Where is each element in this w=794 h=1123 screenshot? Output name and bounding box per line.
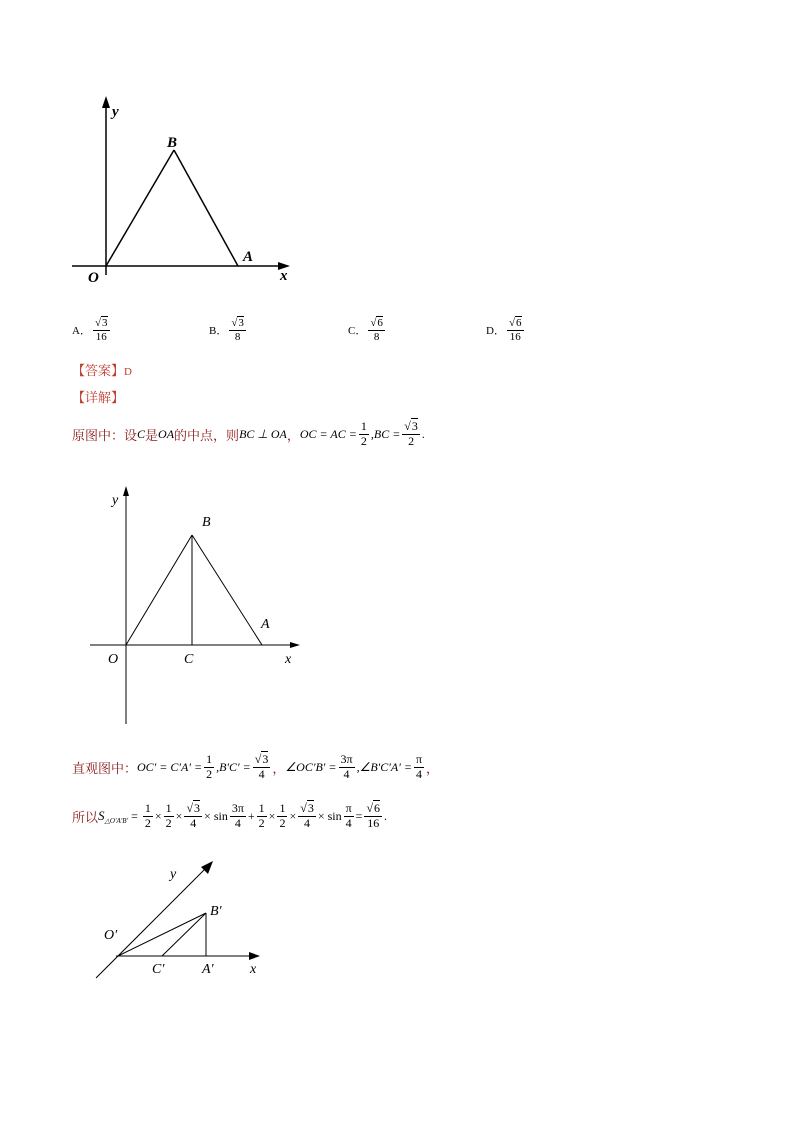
line3-times4: × [289,808,297,823]
y-axis-arrow [201,861,213,874]
line3-frac-a4: $\frac{3\pi}{4}$ [231,801,244,830]
answer-tag: 【答案】 [72,364,125,379]
line3-frac-a1: $\frac{1}{2}$ [144,801,151,830]
label-o: O [88,270,99,286]
line3-frac-a3: $\frac{√3}{4}$ [186,801,201,830]
figure-intuitive-view [90,855,280,985]
line3-prefix: 所以 [72,810,99,826]
segment-ob [106,150,174,266]
choice-d-label: D． [486,325,505,337]
x-axis-arrow [249,952,260,960]
label-c: C [184,652,194,667]
line3-frac-b1: $\frac{1}{2}$ [258,801,265,830]
segment-cb [162,913,206,956]
choice-c[interactable] [348,312,387,348]
choice-a-value: $\frac{√3}{16}$ [94,317,108,343]
label-a: A [261,617,270,632]
choice-b[interactable] [209,312,248,348]
segment-ba [174,150,238,266]
line2-prefix: 直观图中： [72,761,138,777]
line1-end: . [421,426,425,441]
label-b: B [202,515,211,530]
choice-c-value: $\frac{√6}{8}$ [370,317,383,343]
line3-sin2: × sin [317,808,342,823]
label-b: B [167,135,178,151]
line2-eq3: ∠OC′B′ = [285,759,337,774]
line1-eq2: ,BC = [370,426,401,441]
line3-sub: △O′A′B′ [104,817,129,825]
label-y: y [112,493,119,508]
line2-eq1: OC′ = C′A′ = [137,759,203,774]
solution-line-1 [72,416,425,452]
line3-plus: + [247,808,255,823]
x-axis-arrow [290,642,300,648]
label-b: B′ [210,904,222,919]
line1-comma: ， [286,428,300,444]
choice-a[interactable] [72,312,112,348]
y-axis-arrow [123,486,129,496]
choice-d[interactable] [486,312,526,348]
line3-frac-b2: $\frac{1}{2}$ [279,801,286,830]
line2-frac1: $\frac{1}{2}$ [206,752,213,781]
line2-eq2: ,B′C′ = [216,759,251,774]
line3-frac-result: $\frac{√6}{16}$ [366,801,381,830]
line1-perp: BC ⊥ OA [239,426,287,441]
line3-times1: × [154,808,162,823]
line1-is: 是 [145,428,159,444]
label-x: x [250,962,257,977]
label-y: y [112,104,119,120]
line2-frac2: $\frac{√3}{4}$ [254,752,269,781]
label-a: A′ [202,962,214,977]
solution-line-3 [72,798,387,834]
choice-b-value: $\frac{√3}{8}$ [231,317,244,343]
solution-line-2 [72,749,439,785]
label-o: O′ [104,928,118,943]
line2-frac3: $\frac{3\pi}{4}$ [340,752,353,781]
line1-oa: OA [158,426,175,441]
line3-frac-b4: $\frac{\pi}{4}$ [345,801,352,830]
line3-eq2: = [355,808,363,823]
line2-eq4: ,∠B′C′A′ = [356,759,412,774]
line3-times2: × [175,808,183,823]
detail-tag: 【详解】 [72,391,125,406]
line1-prefix: 原图中：设 [72,428,138,444]
label-a: A [243,249,254,265]
line1-mid: 的中点，则 [174,428,240,444]
label-c: C′ [152,962,165,977]
figure-original-with-c [80,480,320,730]
line3-sin1: × sin [204,808,228,823]
segment-ba [192,535,262,645]
line1-frac1: $\frac{1}{2}$ [360,419,367,448]
line3-s: S [98,808,105,823]
line2-end: ， [426,761,440,777]
line3-eq: = [131,808,138,823]
line2-comma: ， [272,761,286,777]
line3-frac-a2: $\frac{1}{2}$ [165,801,172,830]
line1-frac2: $\frac{√3}{2}$ [404,419,418,448]
line1-c: C [137,426,146,441]
answer-line [72,360,132,379]
line2-frac4: $\frac{\pi}{4}$ [415,752,423,781]
line3-times3: × [268,808,276,823]
label-y: y [170,867,177,882]
choice-d-value: $\frac{√6}{16}$ [508,317,522,343]
label-x: x [285,652,292,667]
segment-ob [118,913,206,956]
answer-value: D [124,366,132,378]
y-axis-arrow [102,96,110,108]
choice-a-label: A． [72,325,91,337]
choice-b-label: B． [209,325,228,337]
label-x: x [280,268,288,284]
line3-end: . [384,808,388,823]
choice-c-label: C． [348,325,367,337]
label-o: O [108,652,119,667]
line3-frac-b3: $\frac{√3}{4}$ [300,801,314,830]
line1-eq1: OC = AC = [299,426,357,441]
figure-original-triangle [60,90,310,290]
segment-ob [126,535,192,645]
